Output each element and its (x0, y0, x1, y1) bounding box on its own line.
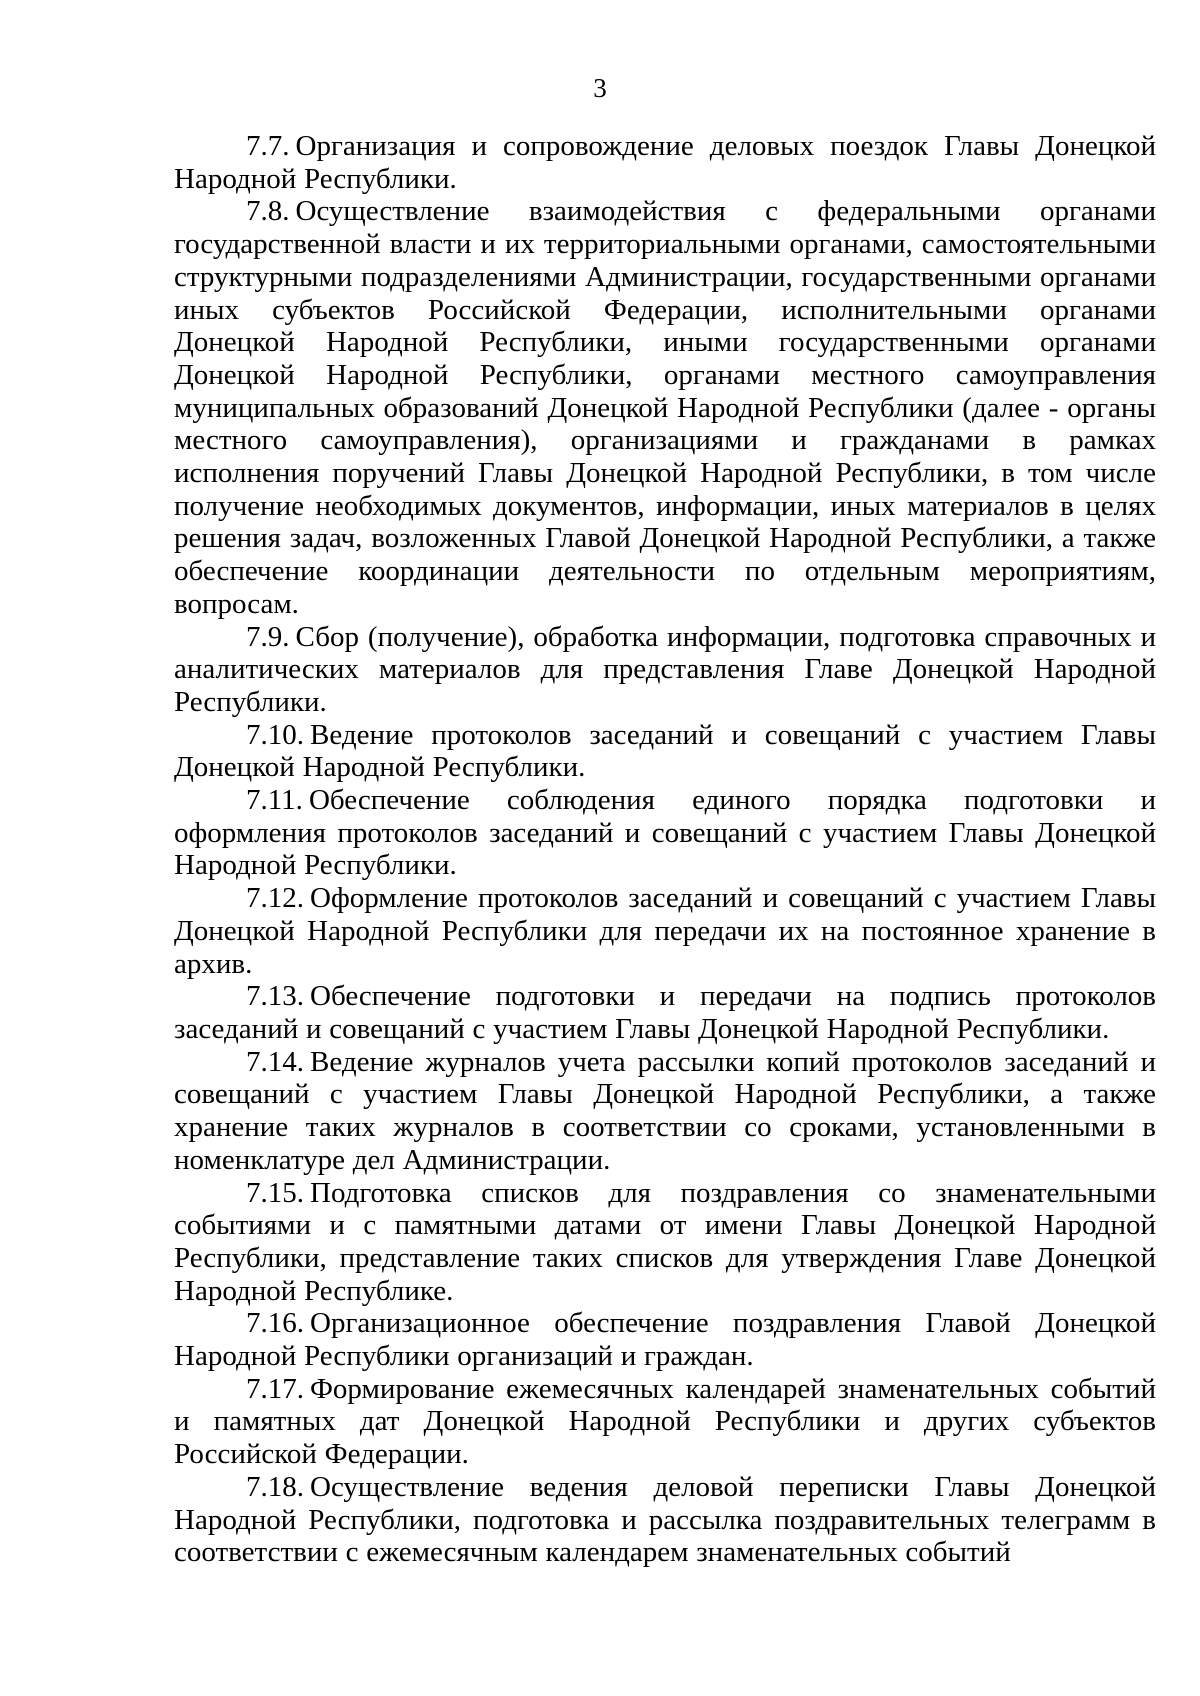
paragraph-7-10 (174, 719, 1156, 784)
paragraph-7-11 (174, 784, 1156, 882)
paragraph-text: Осуществление взаимодействия с федеральными органами государственной власти и их территориальными органами, самостоятельными структурными подразделениями Администрации, государственными органами иных субъектов Российской Федерации, исполнительными органами Донецкой Народной Республики, иными государственными органами Донецкой Народной Республики, органами местного самоуправления муниципальных образований Донецкой Народной Республики (далее - органы местного самоуправления), организациями и гражданами в рамках исполнения поручений Главы Донецкой Народной Республики, в том числе получение необходимых документов, информации, иных материалов в целях решения задач, возложенных Главой Донецкой Народной Республики, а также обеспечение координации деятельности по отдельным мероприятиям, вопросам. (174, 195, 1156, 620)
paragraph-7-7 (174, 130, 1156, 195)
paragraph-number: 7.7. (246, 130, 290, 162)
paragraph-text: Обеспечение соблюдения единого порядка подготовки и оформления протоколов заседаний и совещаний с участием Главы Донецкой Народной Республики. (174, 784, 1156, 882)
paragraph-text: Сбор (получение), обработка информации, подготовка справочных и аналитических материалов для представления Главе Донецкой Народной Республики. (174, 620, 1156, 718)
paragraph-text: Организация и сопровождение деловых поездок Главы Донецкой Народной Республики. (174, 130, 1156, 195)
paragraph-text: Ведение протоколов заседаний и совещаний с участием Главы Донецкой Народной Республики. (174, 718, 1156, 784)
paragraph-number: 7.16. (246, 1307, 304, 1340)
paragraph-7-17 (174, 1373, 1156, 1471)
page-number: 3 (593, 73, 607, 103)
paragraph-number: 7.17. (246, 1372, 304, 1405)
paragraph-number: 7.11. (246, 784, 303, 817)
paragraph-number: 7.14. (246, 1045, 304, 1078)
paragraph-7-15 (174, 1177, 1156, 1308)
paragraph-text: Подготовка списков для поздравления со знаменательными событиями и с памятными датами от имени Главы Донецкой Народной Республики, представление таких списков для утверждения Главе Донецкой Народной Республике. (174, 1176, 1156, 1307)
paragraph-number: 7.18. (246, 1470, 304, 1503)
paragraph-text: Осуществление ведения деловой переписки Главы Донецкой Народной Республики, подготовка и рассылка поздравительных телеграмм в соответствии с ежемесячным календарем знаменательных событий (174, 1470, 1156, 1569)
paragraph-number: 7.8. (246, 195, 290, 228)
paragraph-number: 7.13. (246, 980, 304, 1013)
paragraph-text: Ведение журналов учета рассылки копий протоколов заседаний и совещаний с участием Главы Донецкой Народной Республики, а также хранение таких журналов в соответствии со сроками, установленными в номенклатуре дел Администрации. (174, 1045, 1156, 1176)
document-body (174, 130, 1156, 1569)
paragraph-text: Формирование ежемесячных календарей знаменательных событий и памятных дат Донецкой Народной Республики и других субъектов Российской Федерации. (174, 1372, 1156, 1471)
paragraph-text: Оформление протоколов заседаний и совещаний с участием Главы Донецкой Народной Республики для передачи их на постоянное хранение в архив. (174, 882, 1156, 980)
paragraph-7-18 (174, 1471, 1156, 1569)
paragraph-number: 7.10. (246, 718, 304, 751)
paragraph-7-9 (174, 621, 1156, 719)
paragraph-number: 7.15. (246, 1176, 304, 1209)
paragraph-number: 7.9. (246, 620, 290, 653)
paragraph-7-16 (174, 1307, 1156, 1372)
paragraph-7-12 (174, 882, 1156, 980)
paragraph-text: Организационное обеспечение поздравления Главой Донецкой Народной Республики организаций и граждан. (174, 1307, 1156, 1373)
paragraph-7-14 (174, 1046, 1156, 1177)
paragraph-7-13 (174, 980, 1156, 1045)
paragraph-text: Обеспечение подготовки и передачи на подпись протоколов заседаний и совещаний с участием Главы Донецкой Народной Республики. (174, 980, 1156, 1045)
paragraph-number: 7.12. (246, 882, 304, 915)
paragraph-7-8 (174, 195, 1156, 620)
